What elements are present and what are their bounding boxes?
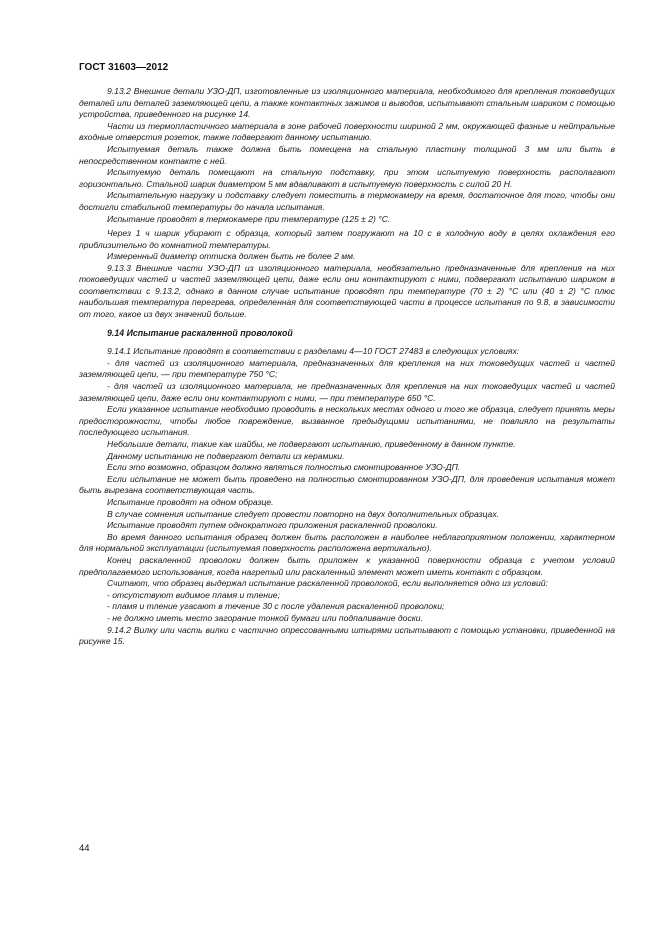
paragraph: 9.13.2 Внешние детали УЗО-ДП, изготовленные из изоляционного материала, необходимого для крепления токоведущих деталей или деталей заземляющей цепи, а также контактных зажимов и выводов, испытывают стальным шариком с помощью устройства, приведенного на рисунке 14.	[79, 86, 615, 120]
list-item: - не должно иметь место загорание тонкой бумаги или подпаливание доски.	[107, 612, 423, 623]
paragraph: Небольшие детали, такие как шайбы, не подвергают испытанию, приведенному в данном пункте.	[107, 439, 516, 450]
paragraph: Во время данного испытания образец должен быть расположен в наиболее неблагоприятном положении, характерном для нормальной эксплуатации (испытуемая поверхность расположена вертикально).	[79, 531, 615, 554]
paragraph: Данному испытанию не подвергают детали из керамики.	[107, 450, 345, 461]
paragraph: Испытание проводят в термокамере при температуре (125 ± 2) °С.	[107, 213, 391, 224]
document-body	[79, 86, 615, 648]
list-item: - для частей из изоляционного материала, предназначенных для крепления на них токоведущих частей и частей заземляющей цепи, — при температуре 750 °С;	[79, 357, 615, 380]
paragraph: Испытуемую деталь помещают на стальную подставку, при этом испытуемую поверхность располагают горизонтально. Стальной шарик диаметром 5 мм вдавливают в испытуемую поверхность с силой 20 Н.	[79, 167, 615, 189]
paragraph: Через 1 ч шарик убирают с образца, который затем погружают на 10 с в холодную воду в целях охлаждения его приблизительно до комнатной температуры.	[79, 227, 615, 250]
paragraph: Измеренный диаметр оттиска должен быть не более 2 мм.	[107, 251, 356, 262]
page-number: 44	[79, 843, 90, 854]
paragraph: Испытуемая деталь также должна быть помещена на стальную пластину толщиной 3 мм или быть в непосредственном контакте с ней.	[79, 143, 615, 166]
document-header: ГОСТ 31603—2012	[79, 62, 169, 73]
paragraph: 9.14.2 Вилку или часть вилки с частично опрессованными штырями испытывают с помощью установки, приведенной на рисунке 15.	[79, 624, 615, 647]
paragraph: Если испытание не может быть проведено на полностью смонтированном УЗО-ДП, для проведения испытания может быть вырезана соответствующая часть.	[79, 473, 615, 496]
section-heading: 9.14 Испытание раскаленной проволокой	[107, 327, 293, 338]
list-item: - отсутствуют видимое пламя и тление;	[107, 589, 280, 600]
paragraph: 9.13.3 Внешние части УЗО-ДП из изоляционного материала, необязательно предназначенные для крепления на них токоведущих частей и частей заземляющей цепи, даже если они контактируют с ними, подвергают испытанию шариком в соответствии с 9.13.2, однако в данном случае испытание проводят при температуре (70 ± 2) °С или (40 ± 2) °С плюс наибольшая температура перегрева, определенная для соответствующей части в процессе испытания по 9.8, в зависимости от того, какое из двух значений больше.	[79, 262, 615, 320]
paragraph: Если это возможно, образцом должно являться полностью смонтированное УЗО-ДП.	[107, 462, 461, 473]
list-item: - для частей из изоляционного материала, не предназначенных для крепления на них токоведущих частей и частей заземляющей цепи, даже если они контактируют с ними, — при температуре 650 °С.	[79, 381, 615, 403]
paragraph: Испытательную нагрузку и подставку следует поместить в термокамеру на время, достаточное для того, чтобы они достигли стабильной температуры до начала испытания.	[79, 190, 615, 212]
paragraph: Испытание проводят путем однократного приложения раскаленной проволоки.	[107, 520, 438, 531]
paragraph: Конец раскаленной проволоки должен быть приложен к указанной поверхности образца с учетом условий предполагаемого использования, когда нагретый или раскаленный элемент может иметь контакт с образцом.	[79, 554, 615, 577]
list-item: - пламя и тление угасают в течение 30 с после удаления раскаленной проволоки;	[107, 601, 445, 612]
paragraph: Испытание проводят на одном образце.	[107, 496, 274, 507]
paragraph: 9.14.1 Испытание проводят в соответствии с разделами 4—10 ГОСТ 27483 в следующих условиях:	[107, 346, 520, 357]
paragraph: Считают, что образец выдержал испытание раскаленной проволокой, если выполняется одно из условий:	[107, 578, 548, 589]
paragraph: Если указанное испытание необходимо проводить в нескольких местах одного и того же образца, следует принять меры предосторожности, чтобы любое повреждение, вызванное предыдущими испытаниями, не повлияло на результаты последующего испытания.	[79, 404, 615, 438]
paragraph: В случае сомнения испытание следует провести повторно на двух дополнительных образцах.	[107, 508, 500, 519]
paragraph: Части из термопластичного материала в зоне рабочей поверхности шириной 2 мм, окружающей фазные и нейтральные входные отверстия розеток, также подвергают данному испытанию.	[79, 120, 615, 143]
